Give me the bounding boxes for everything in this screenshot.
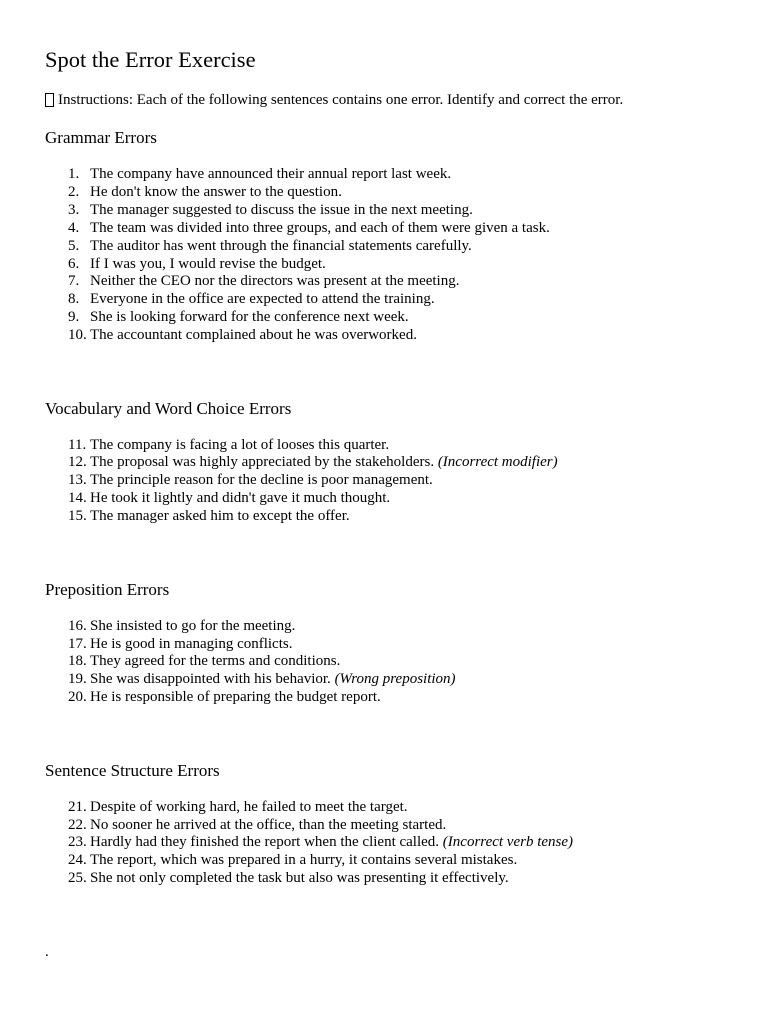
sentence-item-15: [45, 508, 768, 526]
trailing-period: .: [45, 944, 49, 961]
item-text: Despite of working hard, he failed to meet the target.: [90, 798, 408, 815]
sentence-item-4: [45, 220, 768, 238]
item-note: (Incorrect modifier): [437, 454, 558, 471]
sentence-item-11: [45, 437, 768, 455]
sentence-list-grammar: [45, 166, 768, 345]
item-number: 10.: [68, 327, 87, 344]
item-text: He took it lightly and didn't gave it much thought.: [90, 490, 391, 507]
item-number: 17.: [68, 635, 87, 652]
item-text: The report, which was prepared in a hurry, it contains several mistakes.: [90, 852, 518, 869]
section-heading-vocabulary: Vocabulary and Word Choice Errors: [45, 398, 292, 418]
instructions: [45, 91, 768, 109]
item-number: 3.: [68, 201, 80, 218]
sentence-item-8: [45, 291, 768, 309]
item-text: If I was you, I would revise the budget.: [90, 255, 326, 272]
item-number: 6.: [68, 255, 80, 272]
sentence-item-13: [45, 472, 768, 490]
item-number: 15.: [68, 508, 87, 525]
section-preposition-errors: [45, 580, 768, 708]
missing-glyph-icon: [45, 93, 54, 107]
sentence-item-23: [45, 834, 768, 852]
section-sentence-structure-errors: [45, 761, 768, 889]
item-number: 14.: [68, 490, 87, 507]
item-number: 2.: [68, 183, 80, 200]
item-number: 23.: [68, 834, 87, 851]
instructions-text: Instructions: Each of the following sentences contains one error. Identify and correct the error.: [58, 92, 624, 108]
sentence-item-21: [45, 799, 768, 817]
sentence-item-20: [45, 689, 768, 707]
item-number: 24.: [68, 852, 87, 869]
sentence-list-vocabulary: [45, 437, 768, 527]
item-number: 20.: [68, 689, 87, 706]
section-heading-sentence-structure: Sentence Structure Errors: [45, 760, 220, 780]
item-number: 21.: [68, 798, 87, 815]
sentence-item-16: [45, 618, 768, 636]
sentence-list-structure: [45, 799, 768, 889]
section-vocabulary-errors: [45, 399, 768, 527]
item-number: 8.: [68, 291, 80, 308]
sentence-item-14: [45, 490, 768, 508]
item-number: 7.: [68, 273, 80, 290]
section-heading-grammar: Grammar Errors: [45, 128, 157, 147]
item-text: She is looking forward for the conference next week.: [90, 309, 409, 326]
item-number: 1.: [68, 166, 80, 182]
sentence-item-3: [45, 202, 768, 220]
item-text: Neither the CEO nor the directors was present at the meeting.: [90, 273, 460, 290]
item-text: They agreed for the terms and conditions.: [90, 653, 341, 670]
item-text: The company have announced their annual report last week.: [90, 166, 452, 182]
sentence-item-2: [45, 184, 768, 202]
item-number: 13.: [68, 472, 87, 489]
item-text: The accountant complained about he was overworked.: [90, 327, 417, 344]
item-note: (Wrong preposition): [334, 671, 456, 688]
item-number: 9.: [68, 309, 80, 326]
sentence-item-1: [45, 166, 768, 184]
item-number: 5.: [68, 237, 80, 254]
item-number: 22.: [68, 816, 87, 833]
item-number: 12.: [68, 454, 87, 471]
sentence-item-19: [45, 671, 768, 689]
item-text: The principle reason for the decline is poor management.: [90, 472, 433, 489]
sentence-item-6: [45, 256, 768, 274]
item-text: Everyone in the office are expected to attend the training.: [90, 291, 435, 308]
sentence-list-preposition: [45, 618, 768, 708]
item-text: The auditor has went through the financial statements carefully.: [90, 237, 472, 254]
sentence-item-22: [45, 817, 768, 835]
item-text: He is good in managing conflicts.: [90, 635, 293, 652]
sentence-item-24: [45, 852, 768, 870]
item-text: He is responsible of preparing the budget report.: [90, 689, 381, 706]
item-text: She insisted to go for the meeting.: [90, 617, 296, 634]
item-text: Hardly had they finished the report when the client called.: [90, 834, 440, 851]
sentence-item-9: [45, 309, 768, 327]
item-number: 11.: [68, 436, 87, 453]
item-text: The company is facing a lot of looses this quarter.: [90, 436, 390, 453]
item-text: The proposal was highly appreciated by the stakeholders.: [90, 454, 435, 471]
item-number: 16.: [68, 617, 87, 634]
sentence-item-5: [45, 238, 768, 256]
sentence-item-10: [45, 327, 768, 345]
sentence-item-18: [45, 653, 768, 671]
page-title: Spot the Error Exercise: [45, 47, 256, 72]
section-heading-preposition: Preposition Errors: [45, 579, 170, 599]
item-text: She not only completed the task but also was presenting it effectively.: [90, 870, 509, 887]
item-number: 19.: [68, 671, 87, 688]
item-text: The team was divided into three groups, and each of them were given a task.: [90, 219, 550, 236]
item-text: No sooner he arrived at the office, than the meeting started.: [90, 816, 447, 833]
item-text: The manager suggested to discuss the issue in the next meeting.: [90, 201, 473, 218]
sentence-item-25: [45, 870, 768, 888]
item-number: 18.: [68, 653, 87, 670]
item-text: The manager asked him to except the offer.: [90, 508, 350, 525]
sentence-item-17: [45, 636, 768, 654]
item-text: She was disappointed with his behavior.: [90, 671, 331, 688]
item-number: 4.: [68, 219, 80, 236]
item-number: 25.: [68, 870, 87, 887]
item-text: He don't know the answer to the question.: [90, 183, 342, 200]
section-grammar-errors: [45, 128, 768, 345]
sentence-item-7: [45, 273, 768, 291]
sentence-item-12: [45, 454, 768, 472]
item-note: (Incorrect verb tense): [442, 834, 574, 851]
